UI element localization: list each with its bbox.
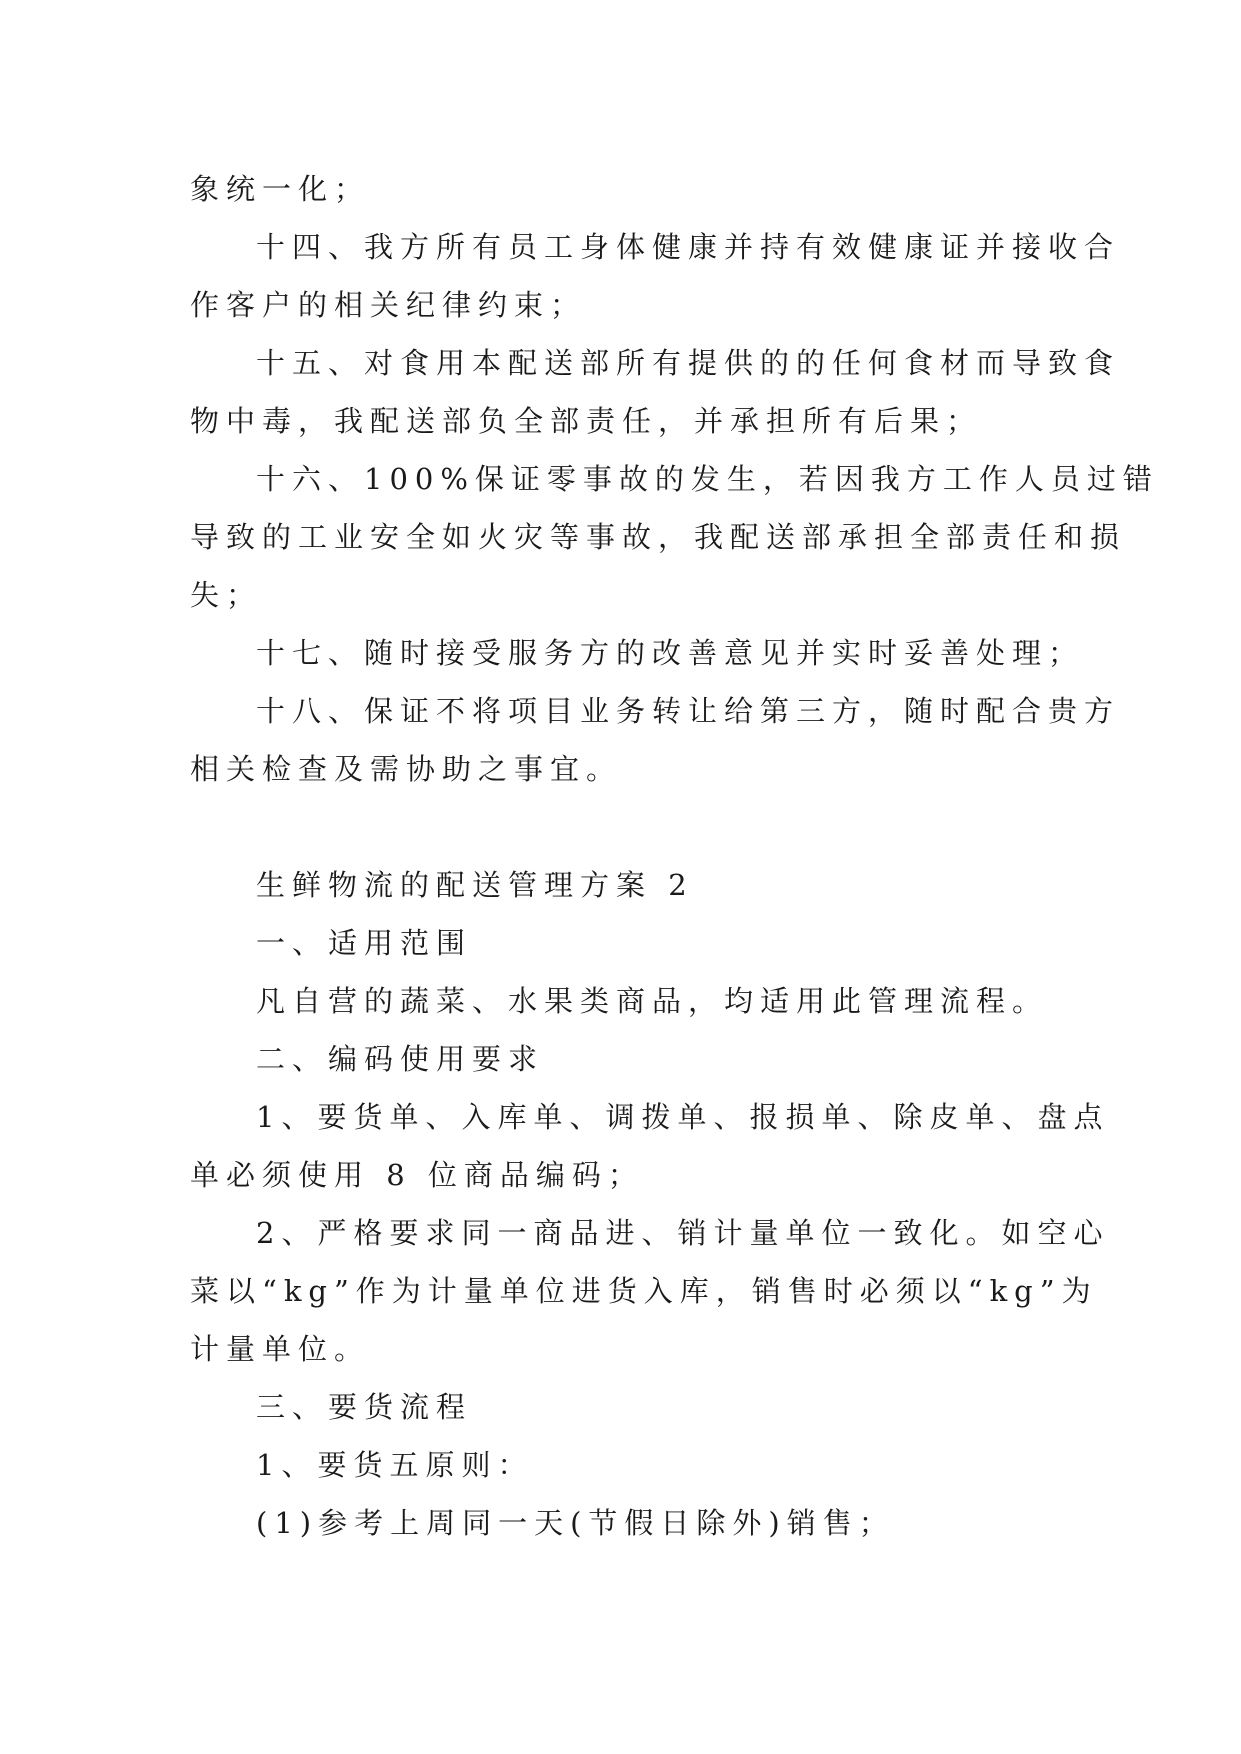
text-line: 菜以“kg”作为计量单位进货入库，销售时必须以“kg”为 (190, 1274, 1098, 1308)
paragraph-coding-2: 2、严格要求同一商品进、销计量单位一致化。如空心 (256, 1216, 1110, 1250)
text-line: 相关检查及需协助之事宜。 (190, 752, 623, 786)
heading-coding: 二、编码使用要求 (256, 1042, 545, 1076)
heading-scope: 一、适用范围 (256, 926, 473, 960)
paragraph-16: 十六、100%保证零事故的发生，若因我方工作人员过错 (256, 462, 1159, 496)
text-line: 导致的工业安全如火灾等事故，我配送部承担全部责任和损 (190, 520, 1127, 554)
blank-line (190, 798, 1050, 856)
paragraph-17: 十七、随时接受服务方的改善意见并实时妥善处理； (256, 636, 1085, 670)
section-title: 生鲜物流的配送管理方案 2 (256, 868, 694, 902)
text-line: 象统一化； (190, 172, 371, 206)
paragraph-15: 十五、对食用本配送部所有提供的的任何食材而导致食 (256, 346, 1121, 380)
paragraph-14: 十四、我方所有员工身体健康并持有效健康证并接收合 (256, 230, 1121, 264)
paragraph-coding-1: 1、要货单、入库单、调拨单、报损单、除皮单、盘点 (256, 1100, 1110, 1134)
paragraph-18: 十八、保证不将项目业务转让给第三方，随时配合贵方 (256, 694, 1121, 728)
text-line: 计量单位。 (190, 1332, 371, 1366)
text-line: 作客户的相关纪律约束； (190, 288, 587, 322)
heading-ordering: 三、要货流程 (256, 1390, 473, 1424)
text-line: 单必须使用 8 位商品编码； (190, 1158, 644, 1192)
paragraph-ordering-1: 1、要货五原则： (256, 1448, 534, 1482)
text-line: 物中毒，我配送部负全部责任，并承担所有后果； (190, 404, 983, 438)
document-body (190, 160, 1159, 1552)
text-line: 失； (190, 578, 263, 612)
paragraph-ordering-rule-1: (1)参考上周同一天(节假日除外)销售； (256, 1506, 895, 1540)
paragraph-scope: 凡自营的蔬菜、水果类商品，均适用此管理流程。 (256, 984, 1049, 1018)
